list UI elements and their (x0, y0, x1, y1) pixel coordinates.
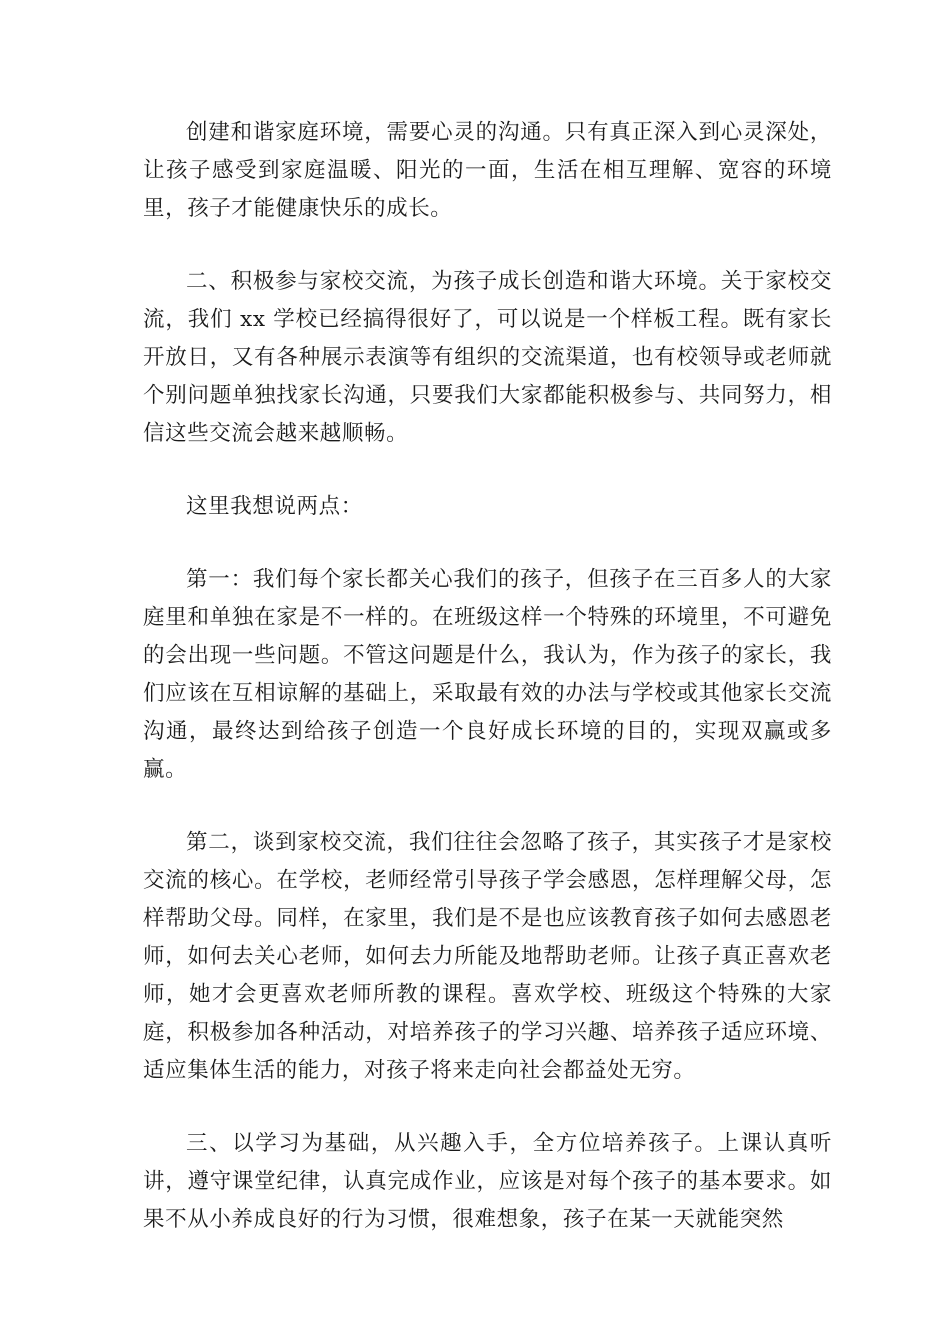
paragraph-learning-foundation: 三、以学习为基础，从兴趣入手，全方位培养孩子。上课认真听讲，遵守课堂纪律，认真完成作业，应该是对每个孩子的基本要求。如果不从小养成良好的行为习惯，很难想象，孩子在某一天就能突然 (143, 1131, 832, 1232)
paragraph-harmonious-family: 创建和谐家庭环境，需要心灵的沟通。只有真正深入到心灵深处，让孩子感受到家庭温暖、阳光的一面，生活在相互理解、宽容的环境里，孩子才能健康快乐的成长。 (143, 120, 832, 221)
paragraph-gap (143, 1090, 832, 1125)
paragraph-gap (143, 228, 832, 263)
paragraph-two-points-intro: 这里我想说两点： (186, 494, 363, 519)
paragraph-gap (143, 453, 832, 488)
paragraph-gap (143, 526, 832, 561)
paragraph-home-school-exchange: 二、积极参与家校交流，为孩子成长创造和谐大环境。关于家校交流，我们 xx 学校已经搞得很好了，可以说是一个样板工程。既有家长开放日，又有各种展示表演等有组织的交流渠道，也有校领导或老师就个别问题单独找家长沟通，只要我们大家都能积极参与、共同努力，相信这些交流会越来越顺畅。 (143, 269, 832, 446)
paragraph-point-one: 第一：我们每个家长都关心我们的孩子，但孩子在三百多人的大家庭里和单独在家是不一样的。在班级这样一个特殊的环境里，不可避免的会出现一些问题。不管这问题是什么，我认为，作为孩子的家长，我们应该在互相谅解的基础上，采取最有效的办法与学校或其他家长交流沟通，最终达到给孩子创造一个良好成长环境的目的，实现双赢或多赢。 (143, 567, 832, 782)
paragraph-gap (143, 789, 832, 824)
paragraph-point-two: 第二，谈到家校交流，我们往往会忽略了孩子，其实孩子才是家校交流的核心。在学校，老师经常引导孩子学会感恩，怎样理解父母，怎样帮助父母。同样，在家里，我们是不是也应该教育孩子如何去感恩老师，如何去关心老师，如何去力所能及地帮助老师。让孩子真正喜欢老师，她才会更喜欢老师所教的课程。喜欢学校、班级这个特殊的大家庭，积极参加各种活动，对培养孩子的学习兴趣、培养孩子适应环境、适应集体生活的能力，对孩子将来走向社会都益处无穷。 (143, 830, 832, 1083)
